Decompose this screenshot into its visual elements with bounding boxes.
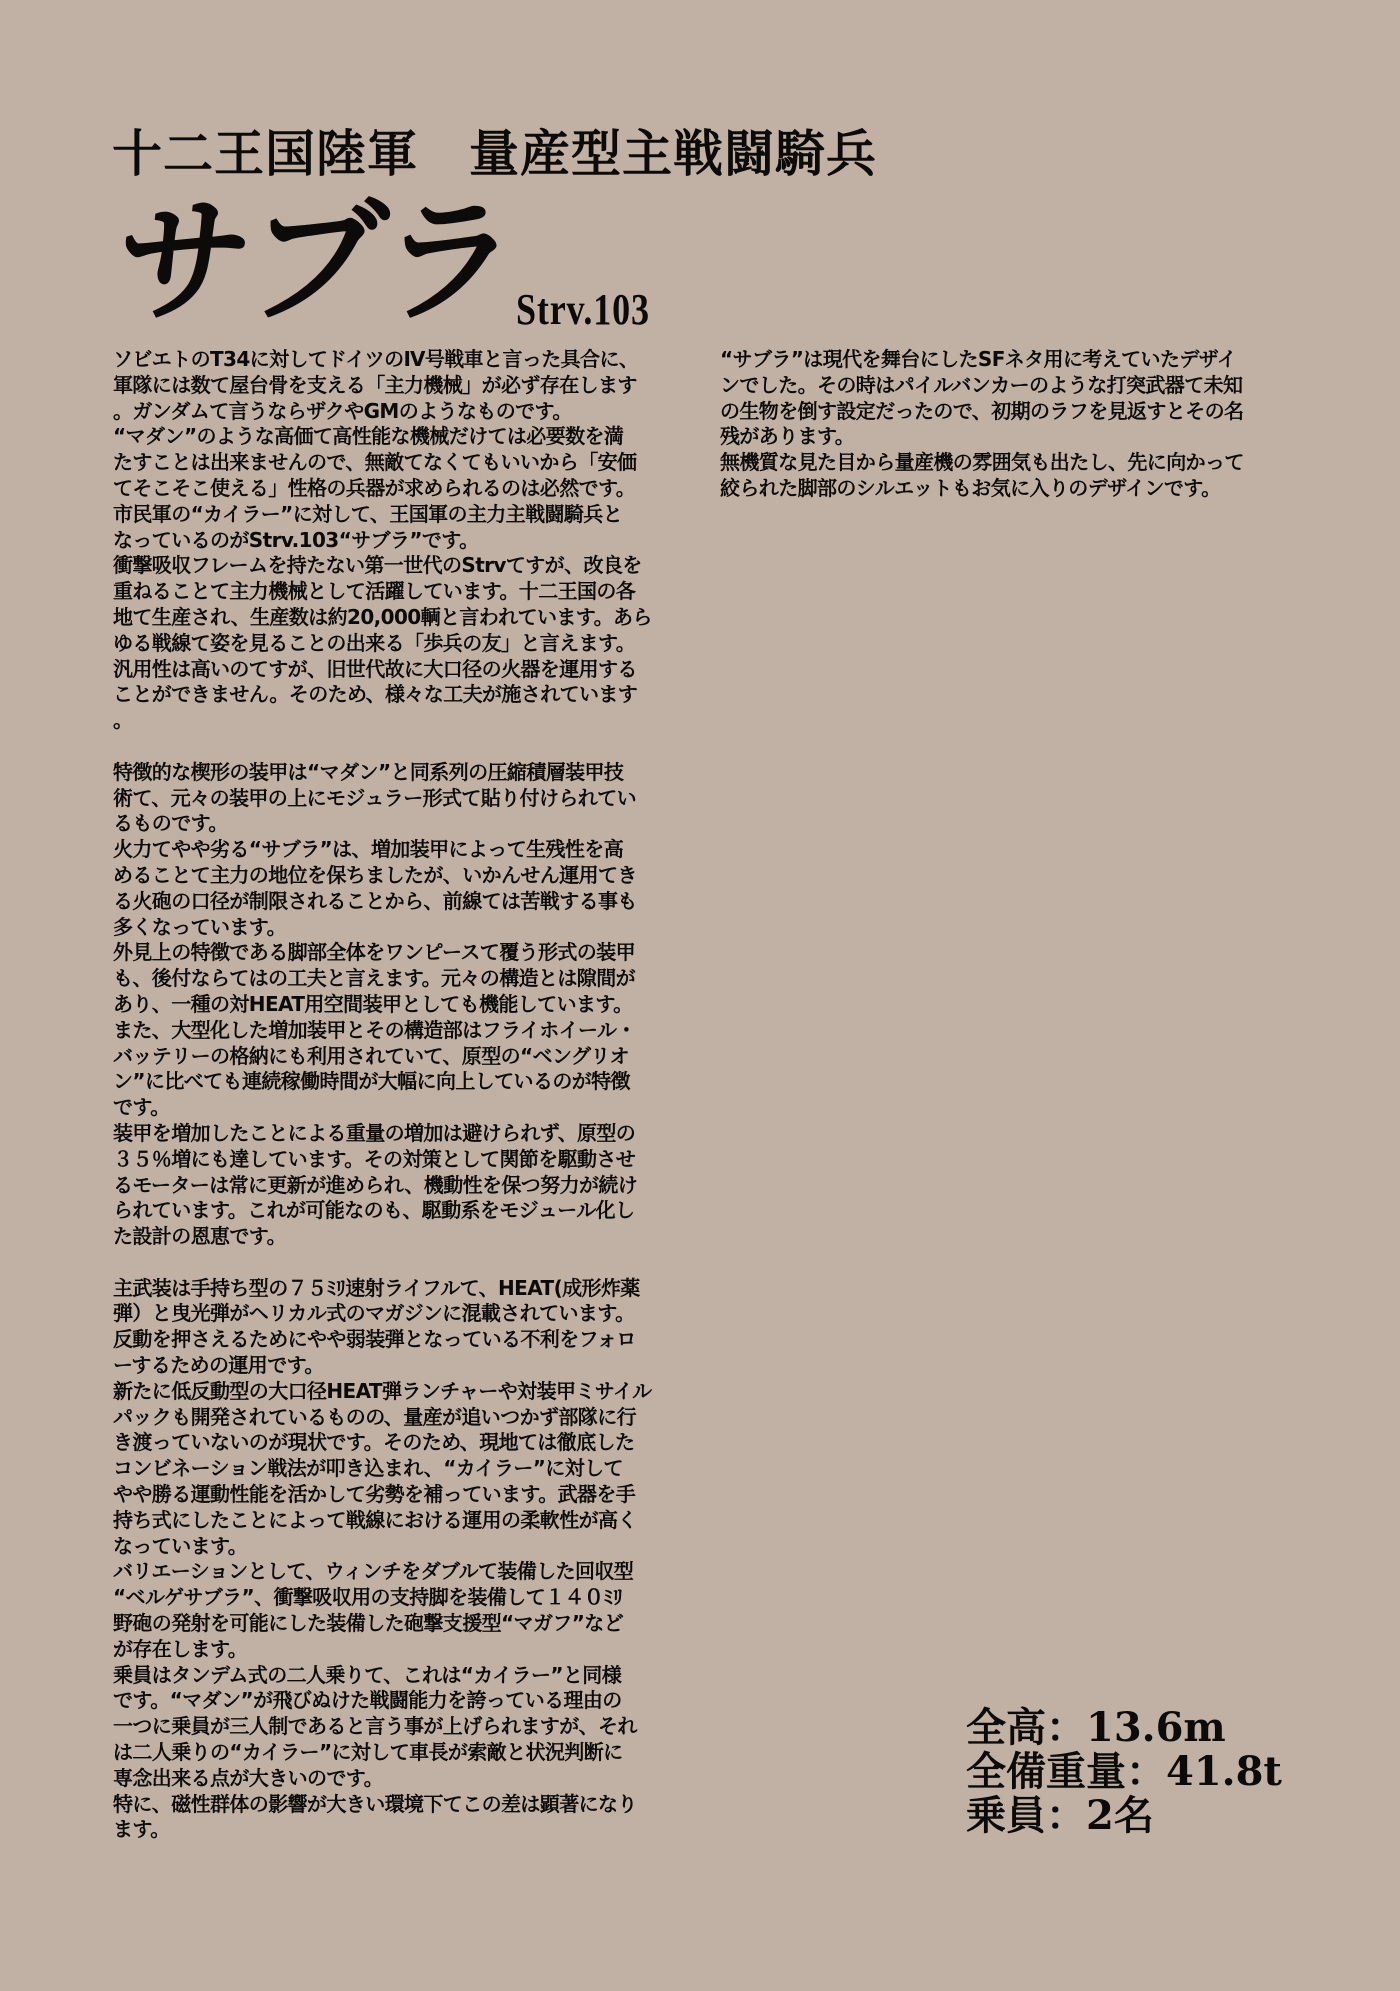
text-line: パックも開発されているものの、量産が追いつかず部隊に行 [113,1404,636,1429]
text-line: は二人乗りの“カイラー”に対して車長が索敵と状況判断に [113,1740,623,1765]
text-line: めることて主力の地位を保ちましたが、いかんせん運用てき [113,862,637,887]
text-line [113,1250,693,1276]
text-line: 専念出来る点が大きいのです。 [113,1765,383,1790]
spec-height: 全高：13.6m [966,1704,1226,1751]
page-heading: 十二王国陸軍 量産型主戦闘騎兵 [112,124,877,183]
text-line: たすことは出来ませんので、無敵てなくてもいいから「安価 [113,450,637,475]
text-line: 残があります。 [720,424,855,449]
text-line: ３５％増にも達しています。その対策として関節を駆動させ [113,1146,636,1171]
text-line: コンビネーション戦法が叩き込まれ、“カイラー”に対して [113,1456,623,1481]
spec-weight: 全備重量：41.8t [966,1748,1282,1795]
model-designation: Strv.103 [516,285,650,334]
text-line: 外見上の特徴である脚部全体をワンピースて覆う形式の装甲 [113,940,635,965]
text-line: なっています。 [113,1533,248,1558]
text-line: 市民軍の“カイラー”に対して、王国軍の主力主戦闘騎兵と [113,501,623,526]
text-line: やや勝る運動性能を活かして劣勢を補っています。武器を手 [113,1482,636,1507]
text-line: が存在します。 [113,1636,248,1661]
text-line: です。 [113,1095,170,1120]
text-line: ソビエトのT34に対してドイツのⅣ号戦車と言った具合に、 [113,347,639,371]
text-line: ます。 [113,1817,170,1842]
text-line: られています。これが可能なのも、駆動系をモジュール化し [113,1198,635,1223]
text-line: ゆる戦線て姿を見ることの出来る「歩兵の友」と言えます。 [113,630,636,655]
text-line: また、大型化した増加装甲とその構造部はフライホイール・ [113,1017,636,1042]
text-line: 重ねることて主力機械として活躍しています。十二王国の各 [113,579,636,604]
text-line: 絞られた脚部のシルエットもお気に入りのデザインです。 [720,475,1221,500]
text-line: 軍隊には数て屋台骨を支える「主力機械」が必ず存在します [113,372,637,397]
text-line: 主武装は手持ち型の７５ﾐﾘ速射ライフルて、HEAT(成形炸薬 [113,1275,640,1300]
text-line: の生物を倒す設定だったので、初期のラフを見返すとその名 [720,398,1244,423]
text-line: 衝撃吸収フレームを持たない第一世代のStrvてすが、改良を [113,553,642,578]
text-line: 乗員はタンデム式の二人乗りて、これは“カイラー”と同様 [113,1662,622,1687]
design-notes-right-column [720,347,1300,502]
text-line: なっているのがStrv.103“サブラ”です。 [113,527,479,552]
text-line: 特徴的な楔形の装甲は“マダン”と同系列の圧縮積層装甲技 [113,759,624,784]
text-line: た設計の恩恵です。 [113,1224,286,1249]
specs-block [966,1706,1282,1838]
text-line: 無機質な見た目から量産機の雰囲気も出たし、先に向かって [720,450,1244,475]
text-line: き渡っていないのが現状です。そのため、現地ては徹底した [113,1430,635,1455]
text-line: 装甲を増加したことによる重量の増加は避けられず、原型の [113,1120,636,1145]
text-line: 。 [113,708,133,733]
text-line: あり、一種の対HEAT用空間装甲としても機能しています。 [113,991,633,1016]
text-line: “サブラ”は現代を舞台にしたSFネタ用に考えていたデザイ [720,347,1237,371]
text-line: 反動を押さえるためにやや弱装弾となっている不利をフォロ [113,1327,636,1352]
text-line [113,734,693,760]
text-line: る火砲の口径が制限されることから、前線ては苦戦する事も [113,888,637,913]
spec-crew: 乗員：2名 [966,1792,1154,1839]
text-line: バッテリーの格納にも利用されていて、原型の“ベングリオ [113,1043,629,1068]
description-left-column [113,347,693,1843]
text-line: ンでした。その時はパイルバンカーのような打突武器て未知 [720,372,1243,397]
text-line: 野砲の発射を可能にした装備した砲撃支援型“マガフ”など [113,1611,624,1636]
text-line: “マダン”のような高価て高性能な機械だけては必要数を満 [113,424,624,449]
text-line: も、後付ならてはの工夫と言えます。元々の構造とは隙間が [113,966,635,991]
text-line: ン”に比べても連続稼働時間が大幅に向上しているのが特徴 [113,1069,630,1094]
text-line: 火力てやや劣る“サブラ”は、増加装甲によって生残性を高 [113,837,624,862]
text-line: 地て生産され、生産数は約20,000輌と言われています。あら [113,604,652,629]
text-line: 術て、元々の装甲の上にモジュラー形式て貼り付けられてい [113,785,636,810]
text-line: 新たに低反動型の大口径HEAT弾ランチャーや対装甲ミサイル [113,1378,652,1403]
text-line: 多くなっています。 [113,914,286,939]
text-line: るモーターは常に更新が進められ、機動性を保つ努力が続け [113,1172,638,1197]
text-line: てそこそこ使える」性格の兵器が求められるのは必然です。 [113,475,636,500]
text-line: ことができません。そのため、様々な工夫が施されています [113,682,638,707]
text-line: “ベルゲサブラ”、衝撃吸収用の支持脚を装備して１４０ﾐﾘ [113,1585,623,1610]
text-line: 持ち式にしたことによって戦線における運用の柔軟性が高く [113,1507,637,1532]
text-line: 弾）と曳光弾がヘリカル式のマガジンに混載されています。 [113,1301,635,1326]
text-line: るものです。 [113,811,228,836]
text-line: 汎用性は高いのてすが、旧世代故に大口径の火器を運用する [113,656,637,681]
text-line: バリエーションとして、ウィンチをダブルて装備した回収型 [113,1559,634,1584]
mech-name-title: サブラ [107,184,521,342]
text-line: 特に、磁性群体の影響が大きい環境下てこの差は顕著になり [113,1791,637,1816]
text-line: 一つに乗員が三人制であると言う事が上げられますが、それ [113,1714,637,1739]
text-line: ーするための運用です。 [113,1353,324,1378]
text-line: です。“マダン”が飛びぬけた戦闘能力を誇っている理由の [113,1688,622,1713]
text-line: 。ガンダムて言うならザクやGMのようなものです。 [113,398,572,423]
